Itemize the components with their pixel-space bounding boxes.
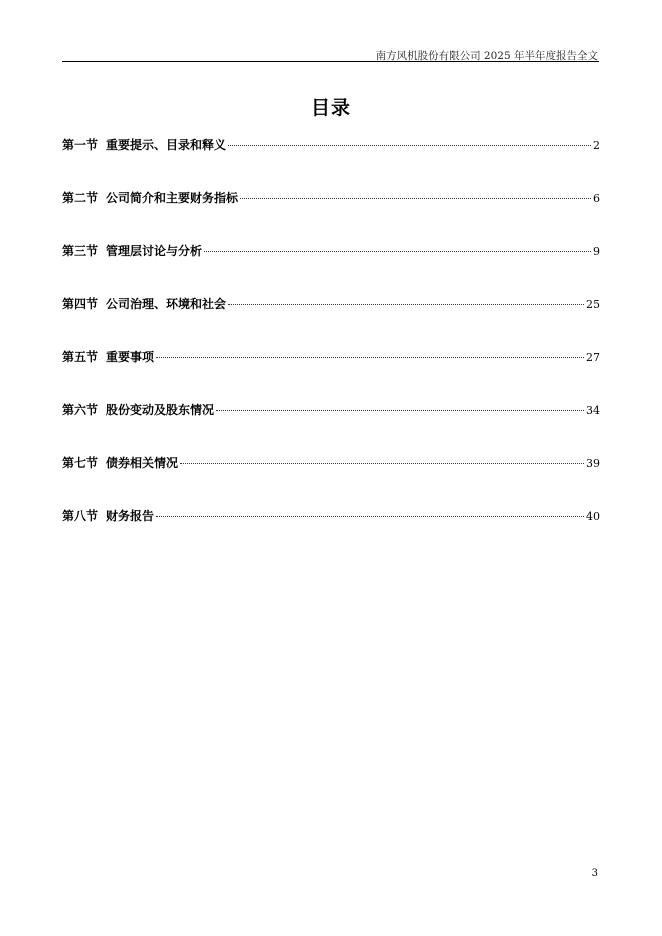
dot-leader — [156, 357, 584, 358]
dot-leader — [228, 304, 584, 305]
toc-entry[interactable] — [62, 401, 600, 423]
toc-entry-title: 重要提示、目录和释义 — [106, 138, 227, 152]
toc-page-number: 39 — [586, 457, 600, 470]
toc-entry-title: 公司简介和主要财务指标 — [106, 191, 239, 205]
toc-section-number: 第八节 — [62, 509, 99, 523]
dot-leader — [204, 251, 591, 252]
dot-leader — [180, 463, 584, 464]
toc-section-number: 第五节 — [62, 350, 99, 364]
dot-leader — [228, 145, 591, 146]
toc-entry-title: 公司治理、环境和社会 — [106, 297, 227, 311]
toc-section-number: 第六节 — [62, 403, 99, 417]
toc-page-number: 6 — [593, 192, 600, 205]
toc-section-number: 第四节 — [62, 297, 99, 311]
toc-entry[interactable] — [62, 189, 600, 211]
toc-heading: 目录 — [310, 97, 351, 119]
toc-page-number: 27 — [586, 351, 600, 364]
toc-entry-title: 管理层讨论与分析 — [106, 244, 203, 258]
toc-entry[interactable] — [62, 507, 600, 529]
page-number: 3 — [591, 868, 598, 879]
toc-section-number: 第七节 — [62, 456, 99, 470]
toc-entry[interactable] — [62, 295, 600, 317]
toc-page-number: 40 — [586, 510, 600, 523]
toc-entry[interactable] — [62, 454, 600, 476]
toc-section-number: 第一节 — [62, 138, 99, 152]
toc-page-number: 25 — [586, 298, 600, 311]
dot-leader — [240, 198, 591, 199]
toc-entry[interactable] — [62, 242, 600, 264]
toc-page-number: 34 — [586, 404, 600, 417]
toc-entry-title: 债券相关情况 — [106, 456, 179, 470]
toc-entry[interactable] — [62, 348, 600, 370]
toc-section-number: 第二节 — [62, 191, 99, 205]
toc-page-number: 9 — [593, 245, 600, 258]
toc-entry-title: 重要事项 — [106, 350, 155, 364]
toc-entry[interactable] — [62, 136, 600, 158]
toc-entry-title: 财务报告 — [106, 509, 155, 523]
toc-section-number: 第三节 — [62, 244, 99, 258]
dot-leader — [216, 410, 584, 411]
toc-page-number: 2 — [593, 139, 600, 152]
header-divider — [62, 61, 599, 62]
dot-leader — [156, 516, 584, 517]
running-header: 南方风机股份有限公司 2025 年半年度报告全文 — [375, 50, 598, 62]
toc-entry-title: 股份变动及股东情况 — [106, 403, 215, 417]
